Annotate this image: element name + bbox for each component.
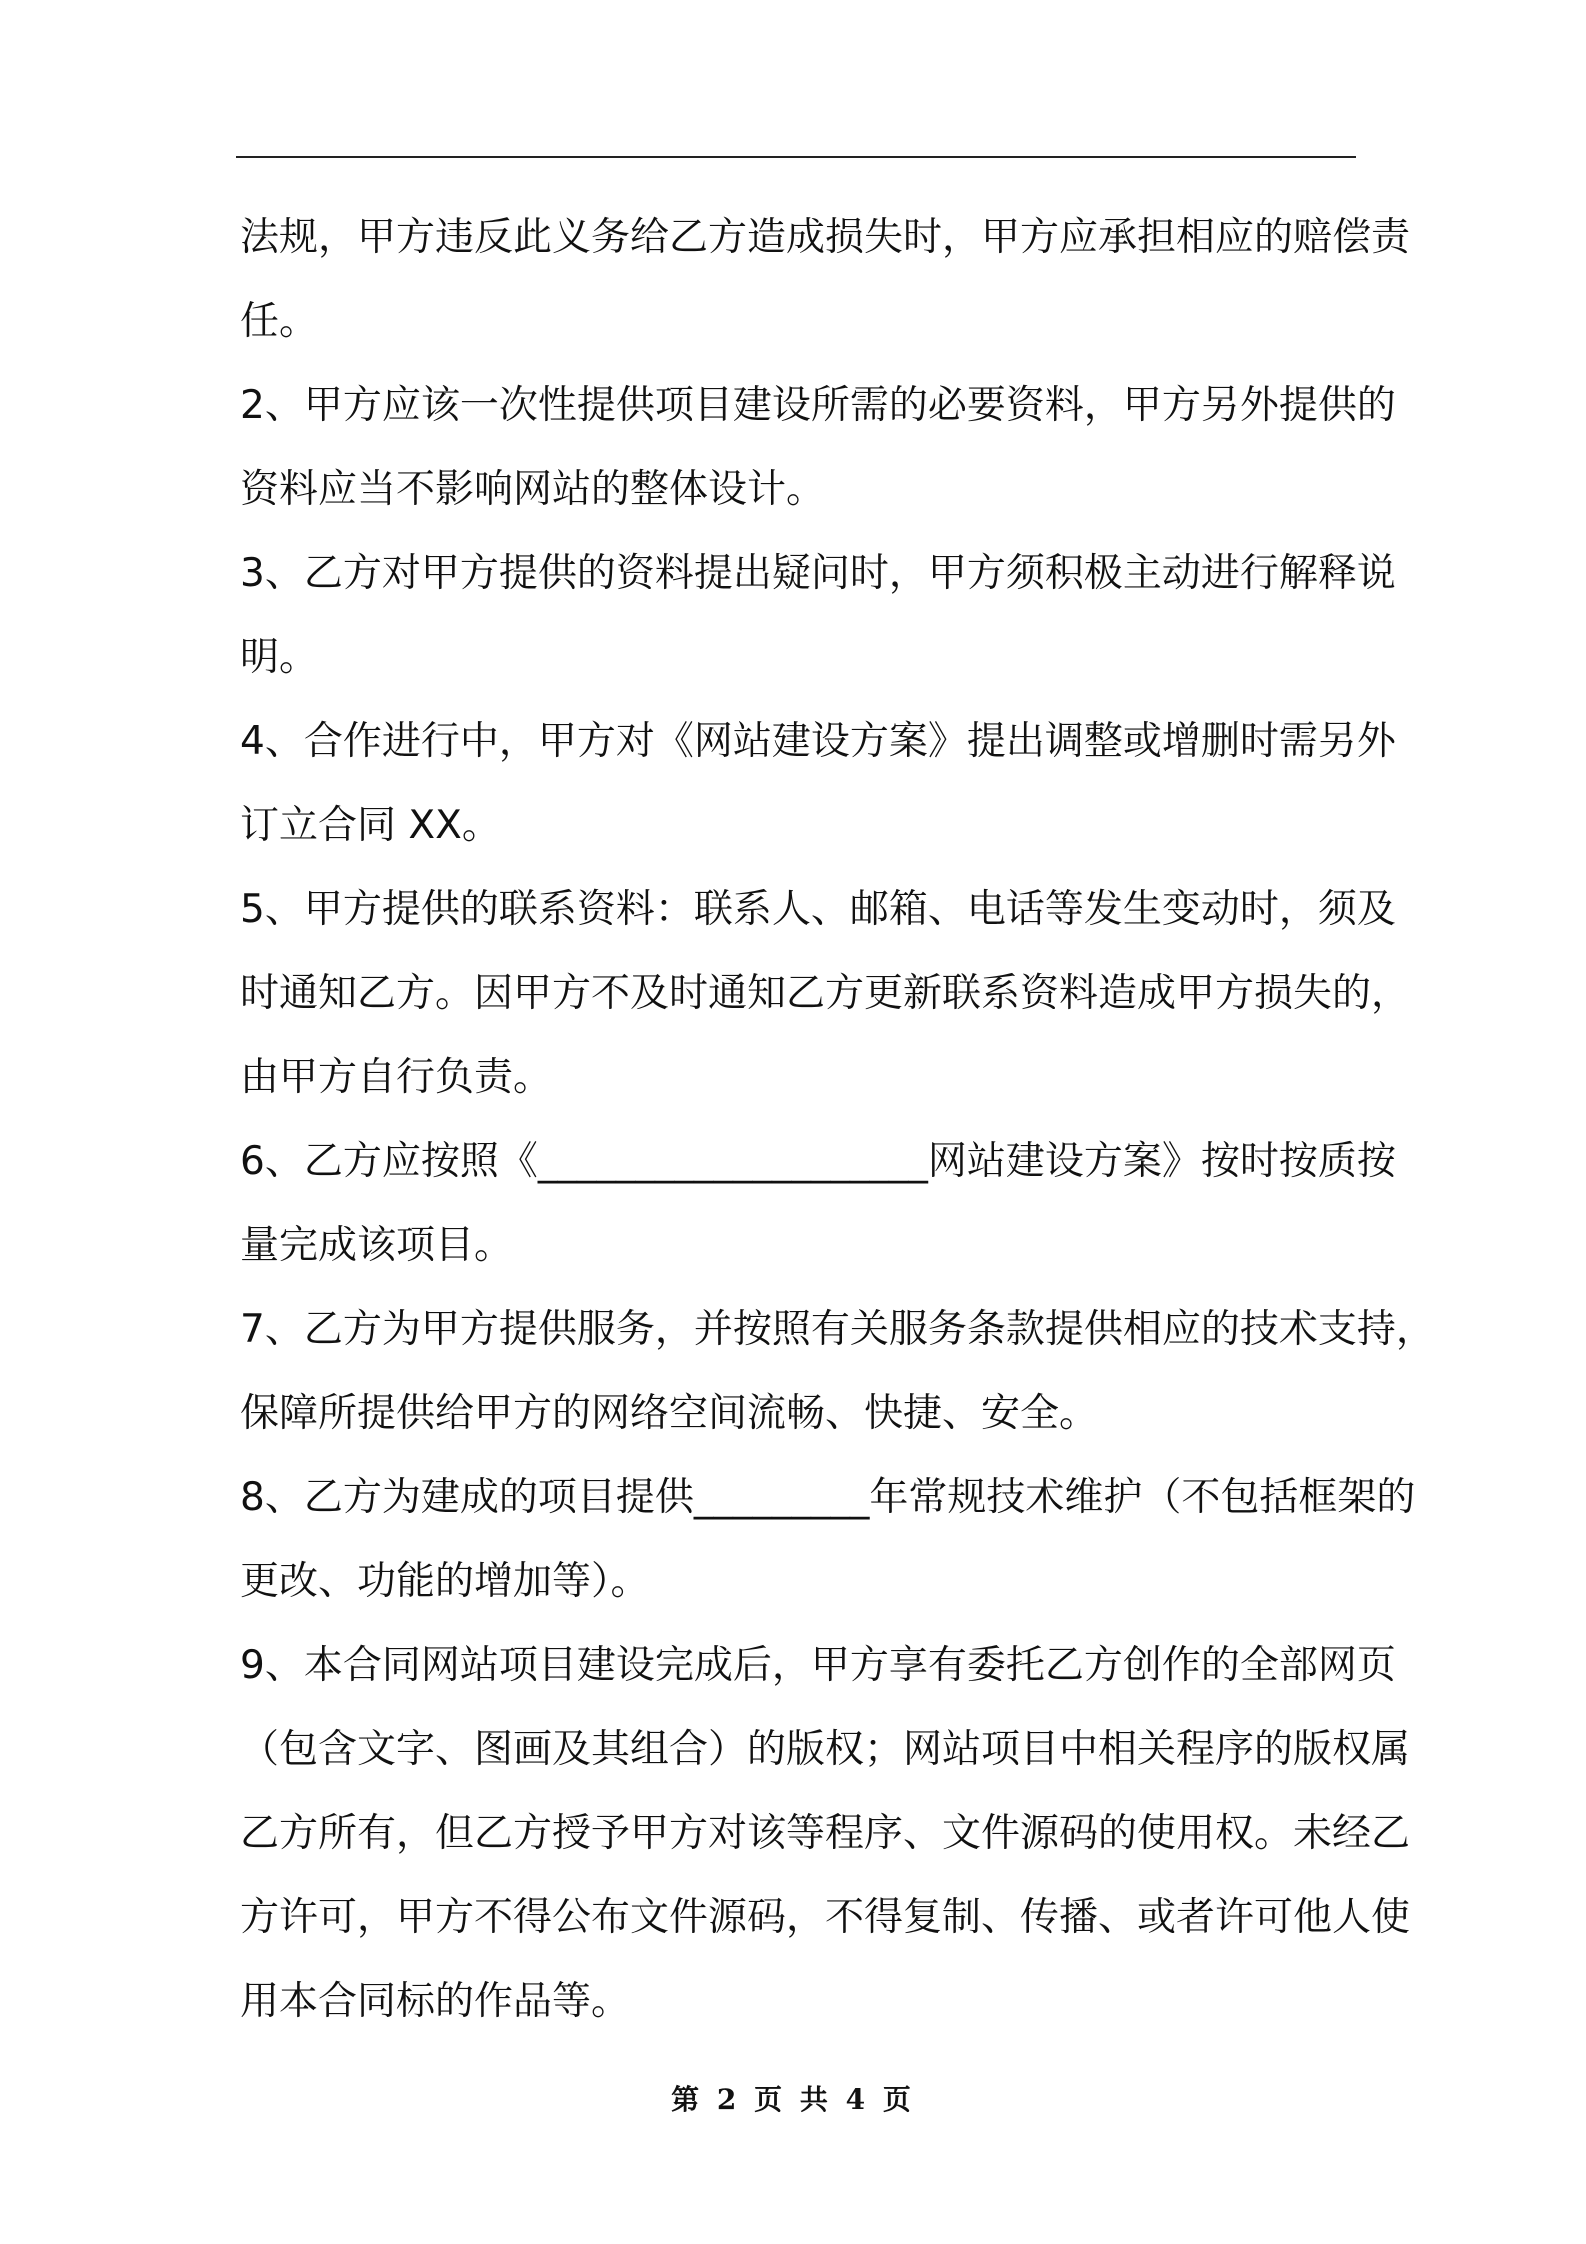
text-line: 任。 xyxy=(240,299,319,344)
text-line: 订立合同 XX。 xyxy=(240,803,501,848)
text-line: 量完成该项目。 xyxy=(240,1223,514,1268)
text-line: （包含文字、图画及其组合）的版权；网站项目中相关程序的版权属 xyxy=(240,1727,1411,1772)
text-line: 2、甲方应该一次性提供项目建设所需的必要资料，甲方另外提供的 xyxy=(240,383,1396,428)
text-line: 乙方所有，但乙方授予甲方对该等程序、文件源码的使用权。未经乙 xyxy=(240,1811,1411,1856)
text-line: 7、乙方为甲方提供服务，并按照有关服务条款提供相应的技术支持， xyxy=(240,1307,1435,1352)
text-line: 4、合作进行中，甲方对《网站建设方案》提出调整或增删时需另外 xyxy=(240,719,1396,764)
document-body xyxy=(240,196,1435,2044)
text-line: 法规，甲方违反此义务给乙方造成损失时，甲方应承担相应的赔偿责 xyxy=(240,215,1411,260)
text-line: 用本合同标的作品等。 xyxy=(240,1979,631,2024)
text-line: 时通知乙方。因甲方不及时通知乙方更新联系资料造成甲方损失的， xyxy=(240,971,1411,1016)
text-line: 保障所提供给甲方的网络空间流畅、快捷、安全。 xyxy=(240,1391,1099,1436)
header-rule xyxy=(236,156,1356,158)
text-line: 9、本合同网站项目建设完成后，甲方享有委托乙方创作的全部网页 xyxy=(240,1643,1396,1688)
text-line: 由甲方自行负责。 xyxy=(240,1055,553,1100)
page-footer: 第 2 页 共 4 页 xyxy=(671,2083,915,2116)
text-line: 更改、功能的增加等）。 xyxy=(240,1559,650,1604)
text-line: 明。 xyxy=(240,635,319,680)
text-line: 方许可，甲方不得公布文件源码，不得复制、传播、或者许可他人使 xyxy=(240,1895,1411,1940)
text-line: 6、乙方应按照《____________________网站建设方案》按时按质按 xyxy=(240,1139,1396,1184)
text-line: 5、甲方提供的联系资料：联系人、邮箱、电话等发生变动时，须及 xyxy=(240,887,1396,932)
text-line: 3、乙方对甲方提供的资料提出疑问时，甲方须积极主动进行解释说 xyxy=(240,551,1396,596)
text-line: 8、乙方为建成的项目提供_________年常规技术维护（不包括框架的 xyxy=(240,1475,1416,1520)
text-line: 资料应当不影响网站的整体设计。 xyxy=(240,467,826,512)
